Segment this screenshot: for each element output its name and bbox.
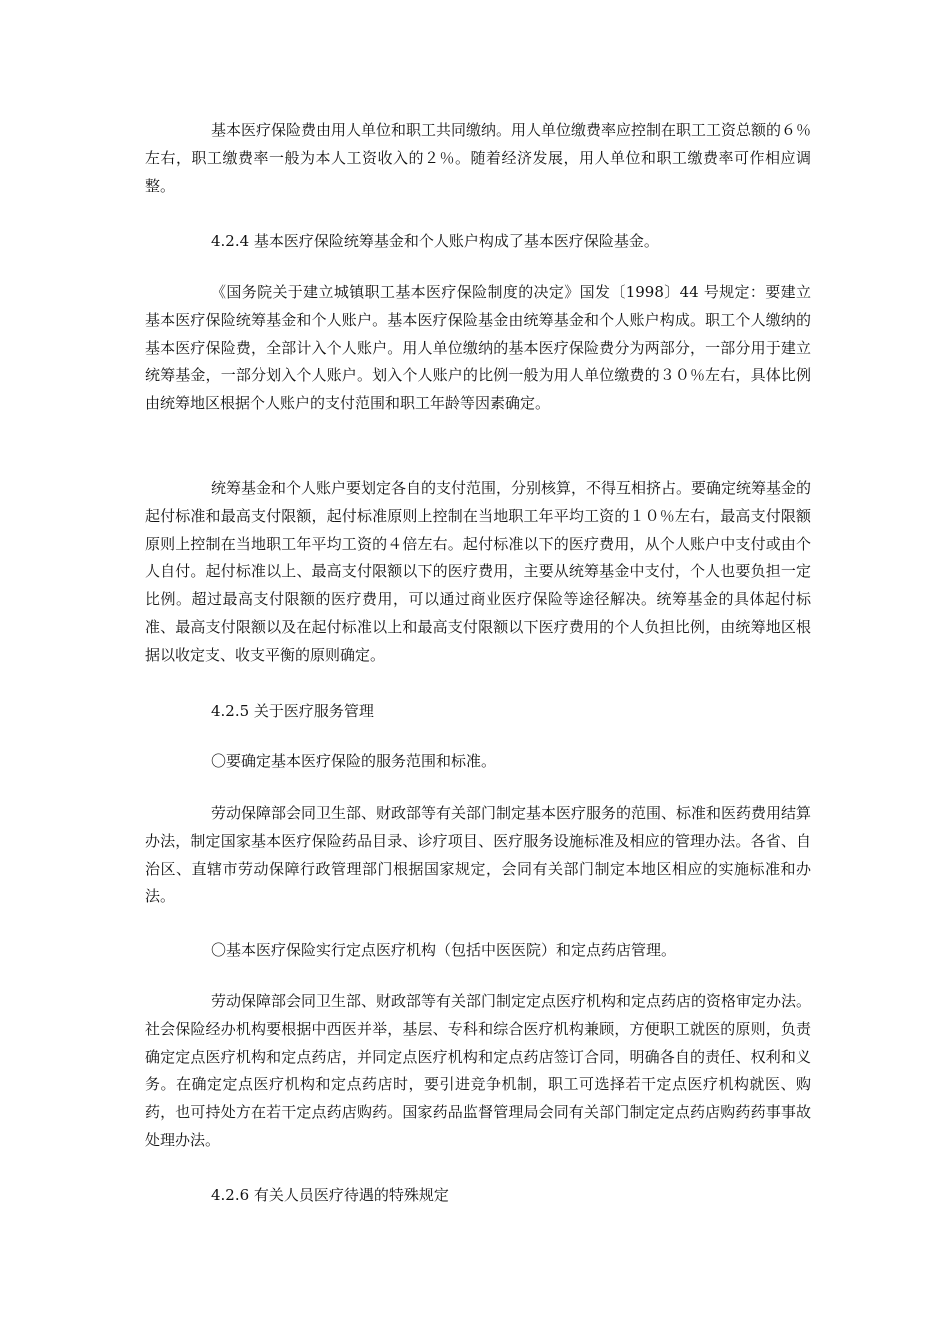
paragraph-text: 《国务院关于建立城镇职工基本医疗保险制度的决定》国发〔1998〕44 号规定：要建立基本医疗保险统筹基金和个人账户。基本医疗保险基金由统筹基金和个人账户构成。职工个人缴纳的基本医疗保险费，全部计入个人账户。用人单位缴纳的基本医疗保险费分为两部分，一部分用于建立统筹基金，一部分划入个人账户。划入个人账户的比例一般为用人单位缴费的３０％左右，具体比例由统筹地区根据个人账户的支付范围和职工年龄等因素确定。 xyxy=(145,283,811,413)
paragraph-contribution-rates xyxy=(145,117,811,200)
paragraph-service-standards xyxy=(145,800,811,911)
paragraph-text: 基本医疗保险费由用人单位和职工共同缴纳。用人单位缴费率应控制在职工工资总额的６％左右，职工缴费率一般为本人工资收入的２％。随着经济发展，用人单位和职工缴费率可作相应调整。 xyxy=(145,121,812,195)
paragraph-state-council-decision xyxy=(145,279,811,418)
paragraph-text: 劳动保障部会同卫生部、财政部等有关部门制定定点医疗机构和定点药店的资格审定办法。社会保险经办机构要根据中西医并举，基层、专科和综合医疗机构兼顾，方便职工就医的原则，负责确定定点医疗机构和定点药店，并同定点医疗机构和定点药店签订合同，明确各自的责任、权利和义务。在确定定点医疗机构和定点药店时，要引进竞争机制，职工可选择若干定点医疗机构就医、购药，也可持处方在若干定点药店购药。国家药品监督管理局会同有关部门制定定点药店购药药事事故处理办法。 xyxy=(145,992,812,1149)
section-heading-4-2-5: 4.2.5 关于医疗服务管理 xyxy=(211,702,374,720)
paragraph-designated-management xyxy=(145,988,811,1155)
bullet-service-scope: 〇要确定基本医疗保险的服务范围和标准。 xyxy=(211,752,497,770)
paragraph-text: 统筹基金和个人账户要划定各自的支付范围，分别核算，不得互相挤占。要确定统筹基金的起付标准和最高支付限额，起付标准原则上控制在当地职工年平均工资的１０％左右，最高支付限额原则上控制在当地职工年平均工资的４倍左右。起付标准以下的医疗费用，从个人账户中支付或由个人自付。起付标准以上、最高支付限额以下的医疗费用，主要从统筹基金中支付，个人也要负担一定比例。超过最高支付限额的医疗费用，可以通过商业医疗保险等途径解决。统筹基金的具体起付标准、最高支付限额以及在起付标准以上和最高支付限额以下医疗费用的个人负担比例，由统筹地区根据以收定支、收支平衡的原则确定。 xyxy=(145,479,812,664)
section-heading-4-2-6: 4.2.6 有关人员医疗待遇的特殊规定 xyxy=(211,1186,449,1204)
paragraph-text: 劳动保障部会同卫生部、财政部等有关部门制定基本医疗服务的范围、标准和医药费用结算办法，制定国家基本医疗保险药品目录、诊疗项目、医疗服务设施标准及相应的管理办法。各省、自治区、直辖市劳动保障行政管理部门根据国家规定，会同有关部门制定本地区相应的实施标准和办法。 xyxy=(145,804,812,906)
bullet-designated-institutions: 〇基本医疗保险实行定点医疗机构（包括中医医院）和定点药店管理。 xyxy=(211,941,677,959)
section-heading-4-2-4: 4.2.4 基本医疗保险统筹基金和个人账户构成了基本医疗保险基金。 xyxy=(211,232,659,250)
paragraph-fund-payment-scope xyxy=(145,475,811,670)
